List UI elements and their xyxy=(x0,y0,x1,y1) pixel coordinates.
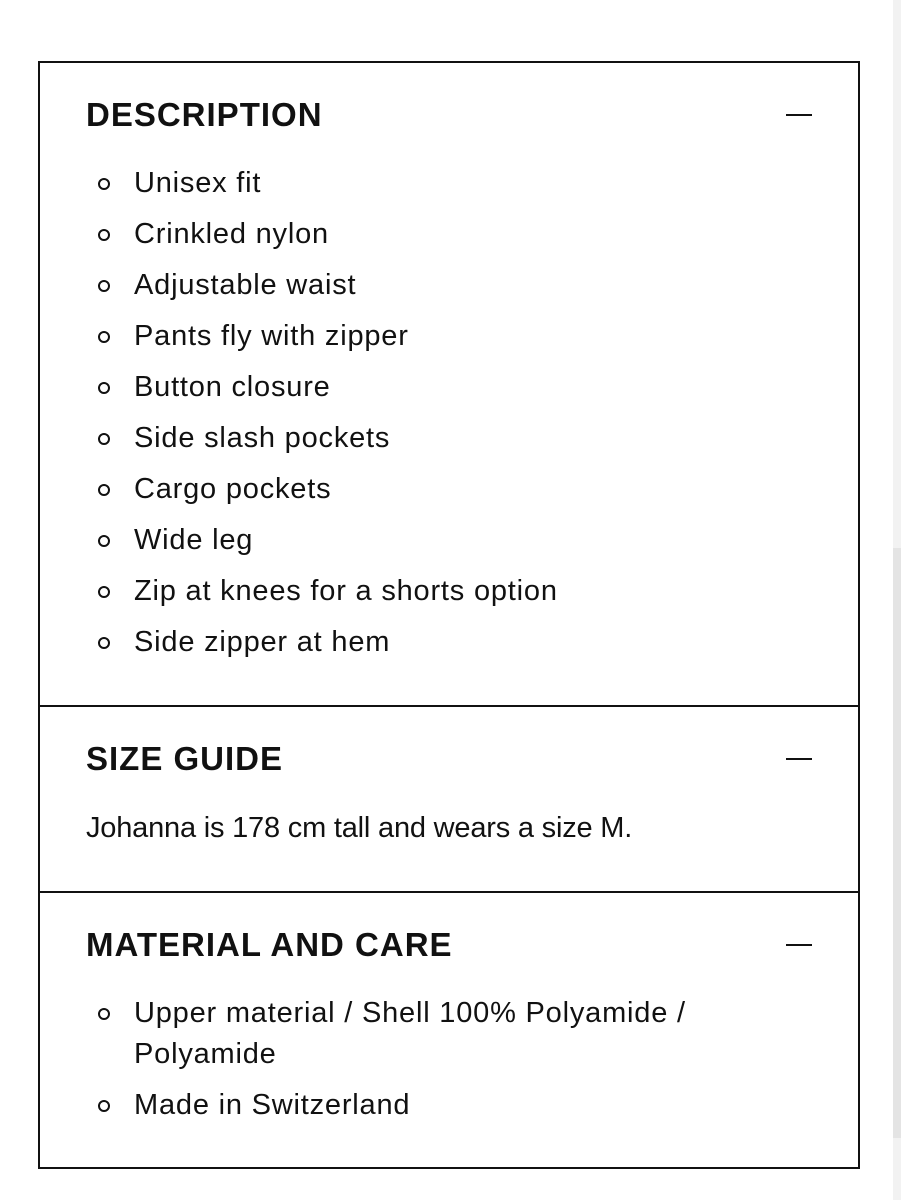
list-item xyxy=(98,265,798,306)
list-item xyxy=(98,622,798,663)
minus-icon[interactable] xyxy=(786,746,812,772)
bullet-icon xyxy=(98,382,110,394)
list-item-text: Pants fly with zipper xyxy=(134,320,409,352)
size-guide-header[interactable] xyxy=(86,739,812,779)
minus-icon[interactable] xyxy=(786,932,812,958)
list-item xyxy=(98,214,798,255)
description-header[interactable] xyxy=(86,95,812,135)
list-item-text: Wide leg xyxy=(134,524,254,556)
list-item-text: Zip at knees for a shorts option xyxy=(134,575,558,607)
bullet-icon xyxy=(98,484,110,496)
bullet-icon xyxy=(98,535,110,547)
description-section xyxy=(40,63,858,707)
bullet-icon xyxy=(98,1008,110,1020)
bullet-icon xyxy=(98,637,110,649)
size-guide-title: SIZE GUIDE xyxy=(86,740,284,777)
scrollbar-thumb[interactable] xyxy=(893,548,901,1138)
list-item-text: Cargo pockets xyxy=(134,473,332,505)
bullet-icon xyxy=(98,1100,110,1112)
material-care-title: MATERIAL AND CARE xyxy=(86,926,453,963)
bullet-icon xyxy=(98,331,110,343)
bullet-icon xyxy=(98,433,110,445)
description-title: DESCRIPTION xyxy=(86,96,323,133)
list-item xyxy=(98,993,798,1075)
list-item-text: Side slash pockets xyxy=(134,422,391,454)
list-item xyxy=(98,571,798,612)
material-care-section xyxy=(40,891,858,1169)
scrollbar-track[interactable] xyxy=(893,0,901,1200)
list-item xyxy=(98,520,798,561)
material-list xyxy=(98,993,798,1136)
material-care-header[interactable] xyxy=(86,925,812,965)
list-item-text: Crinkled nylon xyxy=(134,218,329,250)
list-item-text: Adjustable waist xyxy=(134,269,357,301)
product-details-accordion xyxy=(38,61,860,1169)
list-item-text: Button closure xyxy=(134,371,331,403)
size-guide-section xyxy=(40,705,858,893)
list-item-text: Unisex fit xyxy=(134,167,262,199)
list-item xyxy=(98,163,798,204)
list-item xyxy=(98,1085,798,1126)
list-item xyxy=(98,316,798,357)
minus-icon[interactable] xyxy=(786,102,812,128)
list-item xyxy=(98,469,798,510)
bullet-icon xyxy=(98,280,110,292)
bullet-icon xyxy=(98,586,110,598)
list-item-text: Upper material / Shell 100% Polyamide / Polyamide xyxy=(134,997,686,1070)
bullet-icon xyxy=(98,229,110,241)
bullet-icon xyxy=(98,178,110,190)
list-item-text: Side zipper at hem xyxy=(134,626,391,658)
list-item-text: Made in Switzerland xyxy=(134,1089,411,1121)
description-list xyxy=(98,163,798,673)
list-item xyxy=(98,367,798,408)
size-guide-text: Johanna is 178 cm tall and wears a size M. xyxy=(86,812,633,844)
list-item xyxy=(98,418,798,459)
